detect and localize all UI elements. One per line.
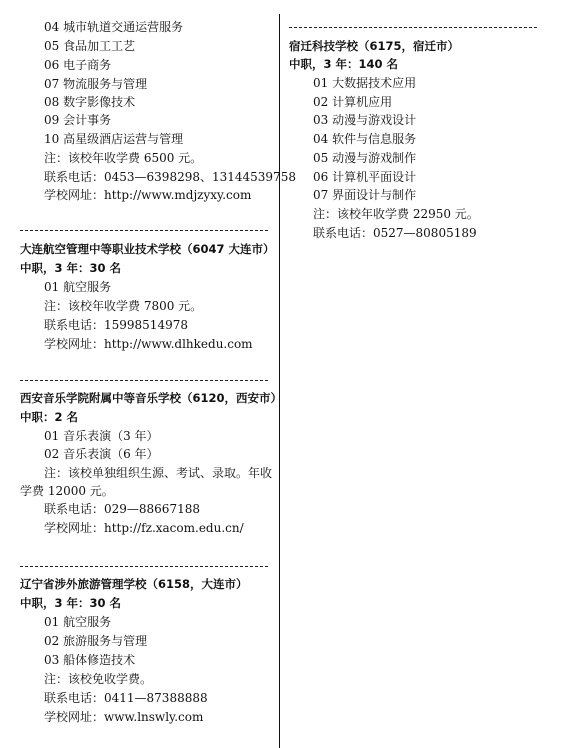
school-website: 学校网址：http://fz.xacom.edu.cn/ [44, 521, 244, 535]
major-item: 03 动漫与游戏设计 [313, 113, 417, 127]
tuition-note: 注：该校年收学费 22950 元。 [313, 207, 479, 221]
major-item: 01 航空服务 [44, 615, 112, 629]
tuition-note: 注：该校年收学费 7800 元。 [44, 299, 203, 313]
school-website: 学校网址：http://www.dlhkedu.com [44, 337, 253, 351]
contact-phone: 联系电话：0453—6398298、13144539758 [44, 170, 296, 184]
major-item: 07 物流服务与管理 [44, 77, 148, 91]
major-item: 07 界面设计与制作 [313, 188, 417, 202]
section-divider [20, 380, 268, 381]
contact-phone: 联系电话：0527—80805189 [313, 226, 477, 240]
admission-note: 注：该校单独组织生源、考试、录取。年收 [44, 466, 273, 480]
contact-phone: 联系电话：029—88667188 [44, 502, 200, 516]
major-item: 01 航空服务 [44, 280, 112, 294]
major-item: 09 会计事务 [44, 113, 112, 127]
school-name: 大连航空管理中等职业技术学校（6047 大连市） [20, 242, 275, 256]
school-name: 辽宁省涉外旅游管理学校（6158，大连市） [20, 577, 248, 591]
school-name: 宿迁科技学校（6175，宿迁市） [289, 39, 460, 53]
enrollment-plan: 中职：2 名 [20, 410, 79, 424]
major-item: 01 音乐表演（3 年） [44, 429, 159, 443]
tuition-note: 注：该校年收学费 6500 元。 [44, 151, 203, 165]
major-item: 02 音乐表演（6 年） [44, 447, 159, 461]
column-divider [279, 14, 280, 748]
major-item: 02 旅游服务与管理 [44, 634, 148, 648]
major-item: 05 动漫与游戏制作 [313, 151, 417, 165]
contact-phone: 联系电话：15998514978 [44, 318, 188, 332]
enrollment-plan: 中职，3 年：140 名 [289, 57, 399, 71]
section-divider [289, 27, 537, 28]
major-item: 02 计算机应用 [313, 95, 393, 109]
major-item: 06 电子商务 [44, 58, 112, 72]
major-item: 04 城市轨道交通运营服务 [44, 20, 184, 34]
school-website: 学校网址：www.lnswly.com [44, 710, 204, 724]
section-divider [20, 230, 268, 231]
contact-phone: 联系电话：0411—87388888 [44, 691, 208, 705]
major-item: 10 高星级酒店运营与管理 [44, 132, 184, 146]
tuition-note: 注：该校免收学费。 [44, 672, 153, 686]
admission-note-wrap: 学费 12000 元。 [20, 484, 114, 498]
major-item: 08 数字影像技术 [44, 95, 136, 109]
major-item: 04 软件与信息服务 [313, 132, 417, 146]
major-item: 05 食品加工工艺 [44, 39, 136, 53]
major-item: 03 船体修造技术 [44, 653, 136, 667]
major-item: 01 大数据技术应用 [313, 76, 417, 90]
school-website: 学校网址：http://www.mdjzyxy.com [44, 188, 252, 202]
section-divider [20, 566, 268, 567]
enrollment-plan: 中职，3 年：30 名 [20, 596, 122, 610]
major-item: 06 计算机平面设计 [313, 170, 417, 184]
school-name: 西安音乐学院附属中等音乐学校（6120，西安市） [20, 391, 283, 405]
enrollment-plan: 中职，3 年：30 名 [20, 261, 122, 275]
